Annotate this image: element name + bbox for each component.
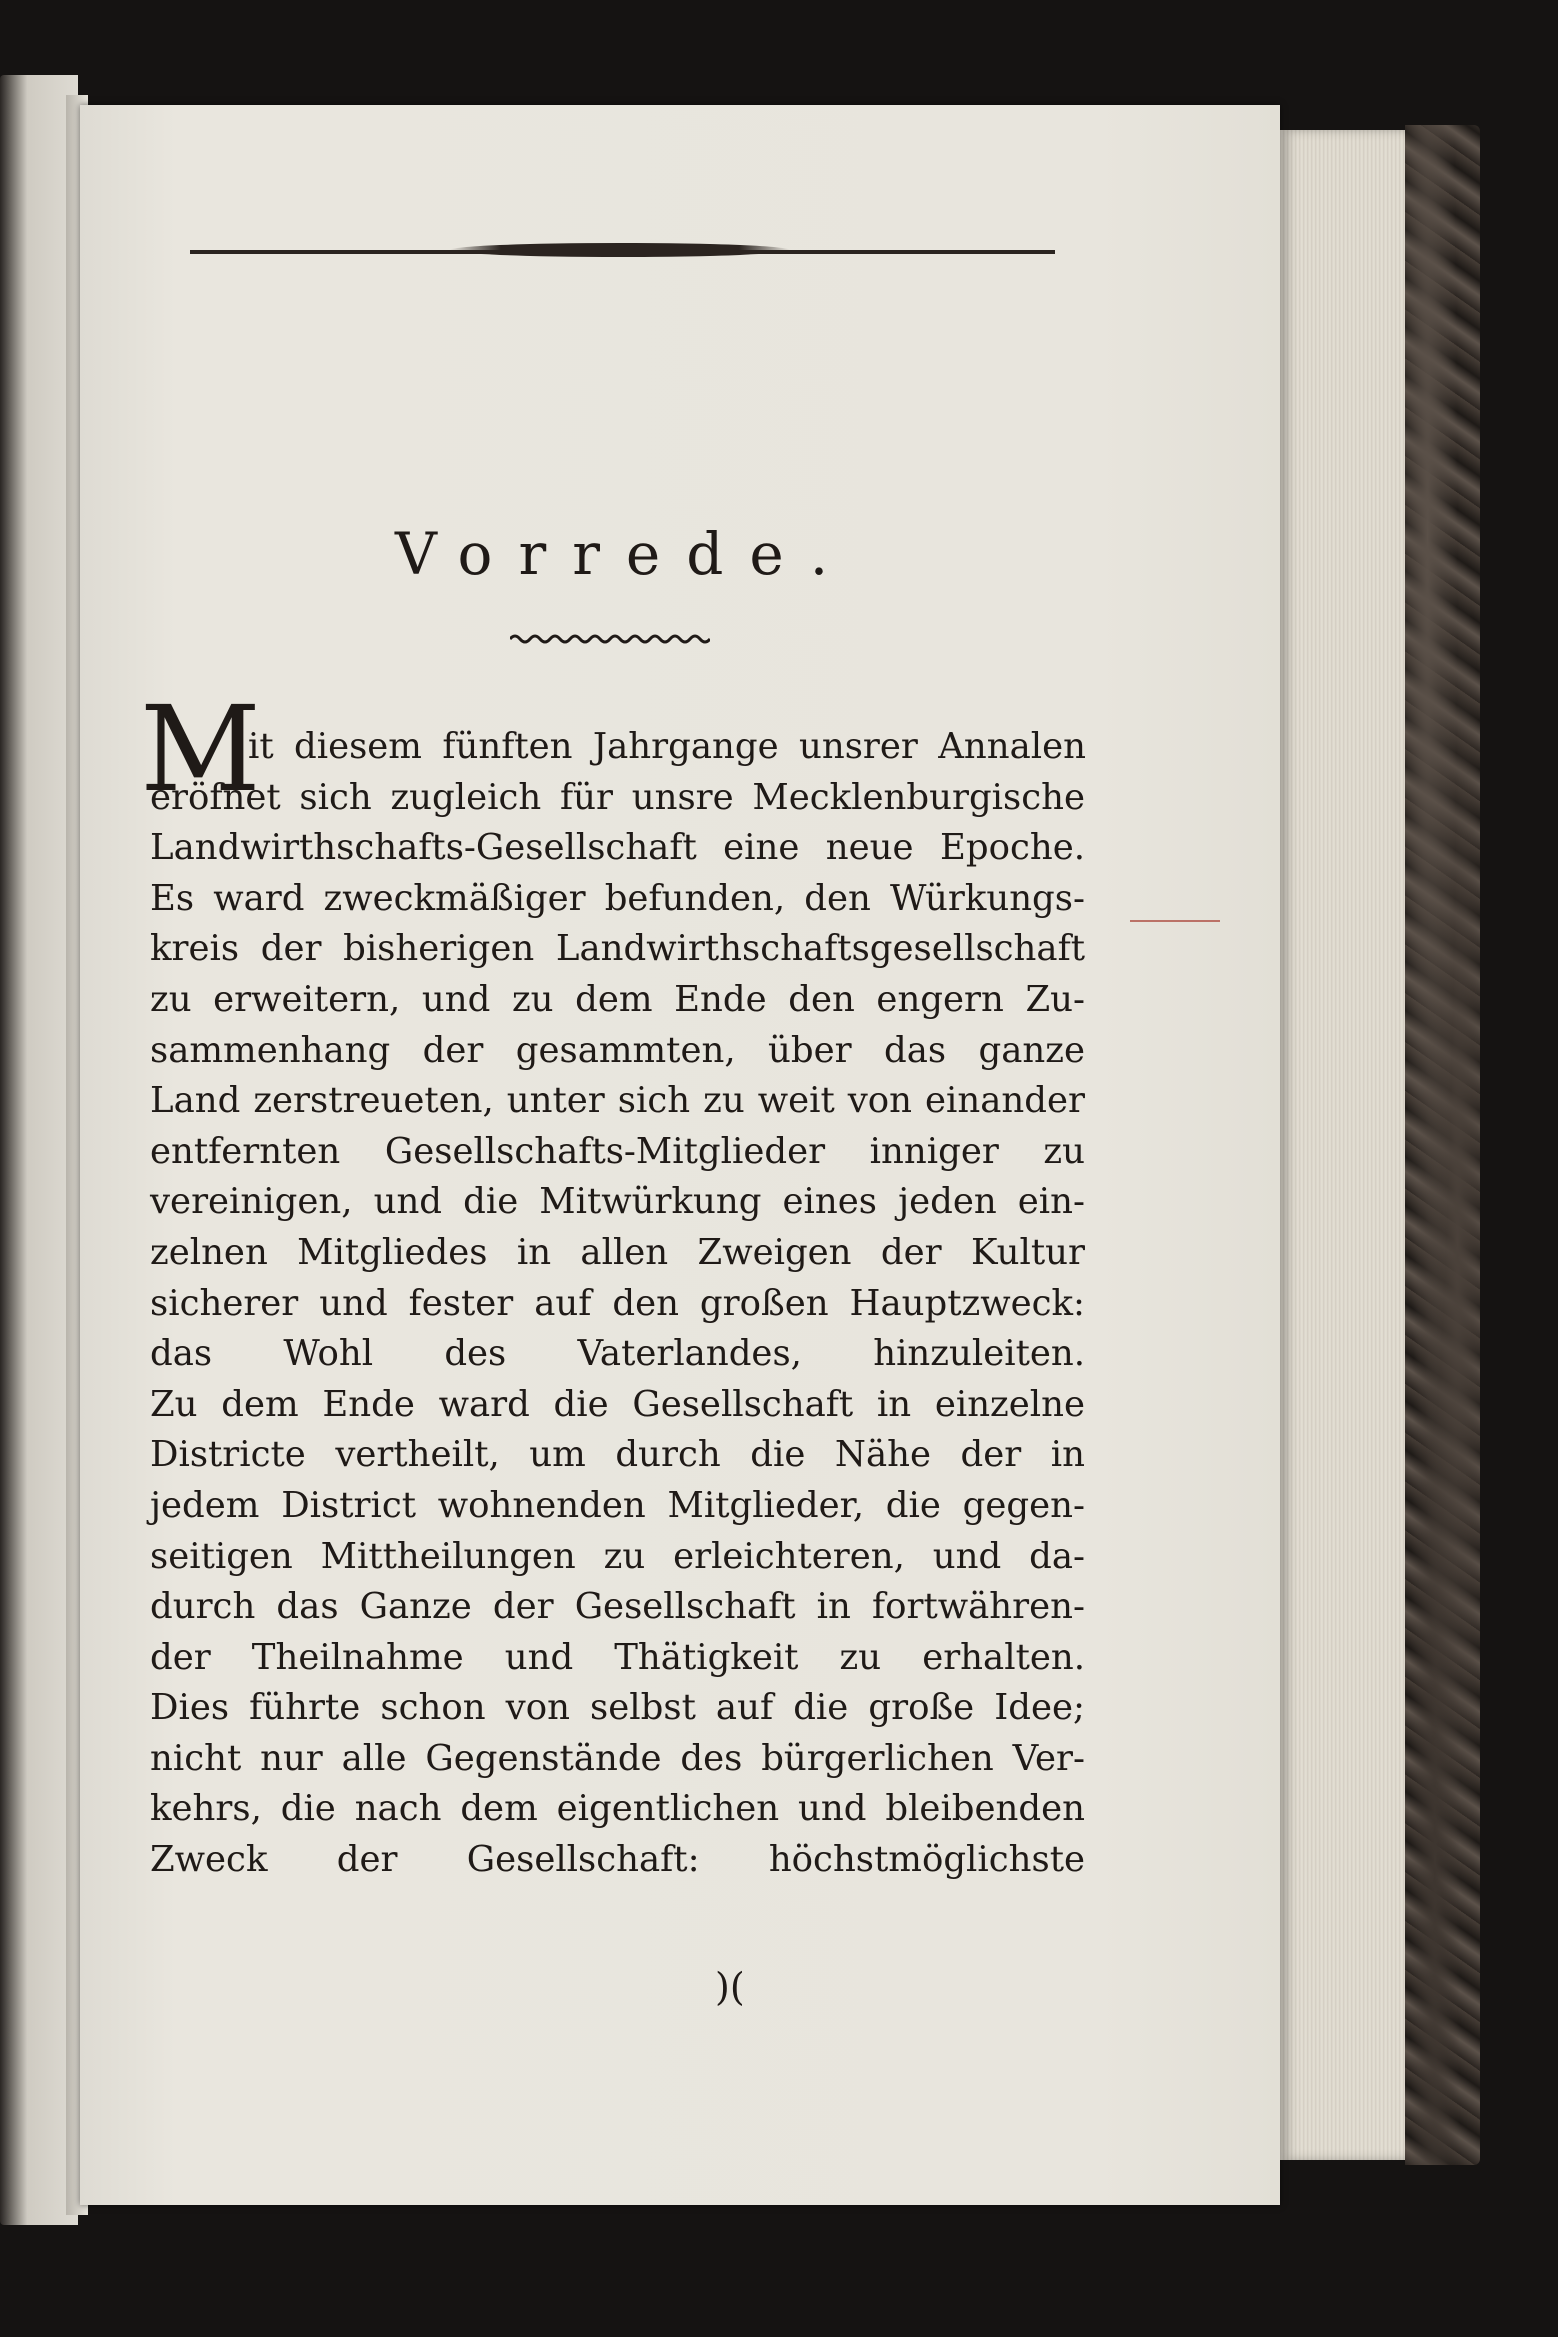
text-line: Zu dem Ende ward die Gesellschaft in einzelne — [150, 1383, 1085, 1425]
text-line: Land zerstreueten, unter sich zu weit von einander — [150, 1080, 1085, 1122]
first-line — [248, 722, 1086, 773]
text-line: entfernten Gesellschafts-Mitglieder inniger zu — [150, 1130, 1085, 1172]
text-line: Districte vertheilt, um durch die Nähe der in — [150, 1434, 1085, 1476]
text-line: Dies führte schon von selbst auf die große Idee; — [150, 1687, 1085, 1729]
text-line: jedem District wohnenden Mitglieder, die gegen- — [150, 1484, 1085, 1526]
text-line: kehrs, die nach dem eigentlichen und bleibenden — [150, 1788, 1085, 1830]
body-paragraph — [150, 773, 1085, 1886]
text-line: das Wohl des Vaterlandes, hinzuleiten. — [150, 1333, 1085, 1375]
catchword-signature: )( — [715, 1965, 745, 2009]
text-line: vereinigen, und die Mitwürkung eines jeden ein- — [150, 1181, 1085, 1223]
text-line: durch das Ganze der Gesellschaft in fortwähren- — [150, 1586, 1085, 1628]
text-line: it diesem fünften Jahrgange unsrer Annalen — [248, 726, 1086, 767]
header-rule-ornament — [450, 243, 790, 257]
marbled-cover-edge — [1405, 125, 1480, 2165]
text-line: sicherer und fester auf den großen Hauptzweck: — [150, 1282, 1085, 1324]
text-line: zelnen Mitgliedes in allen Zweigen der Kultur — [150, 1231, 1085, 1273]
text-line: Zweck der Gesellschaft: höchstmöglichste — [150, 1839, 1085, 1881]
page-block-edges — [1280, 130, 1420, 2160]
text-line: zu erweitern, und zu dem Ende den engern Zu- — [150, 978, 1085, 1020]
text-line: eröfnet sich zugleich für unsre Mecklenburgische — [150, 776, 1085, 818]
text-line: kreis der bisherigen Landwirthschaftsgesellschaft — [150, 928, 1085, 970]
text-line: seitigen Mittheilungen zu erleichteren, und da- — [150, 1535, 1085, 1577]
red-margin-mark — [1130, 920, 1220, 922]
text-line: der Theilnahme und Thätigkeit zu erhalten. — [150, 1636, 1085, 1678]
text-line: Es ward zweckmäßiger befunden, den Würkungs- — [150, 877, 1085, 919]
heading-ornament — [510, 633, 710, 645]
drop-cap-initial: M — [140, 680, 261, 818]
text-line: sammenhang der gesammten, über das ganze — [150, 1029, 1085, 1071]
text-line: nicht nur alle Gegenstände des bürgerlichen Ver- — [150, 1737, 1085, 1779]
page-heading: Vorrede. — [395, 520, 855, 588]
text-line: Landwirthschafts-Gesellschaft eine neue Epoche. — [150, 827, 1085, 869]
